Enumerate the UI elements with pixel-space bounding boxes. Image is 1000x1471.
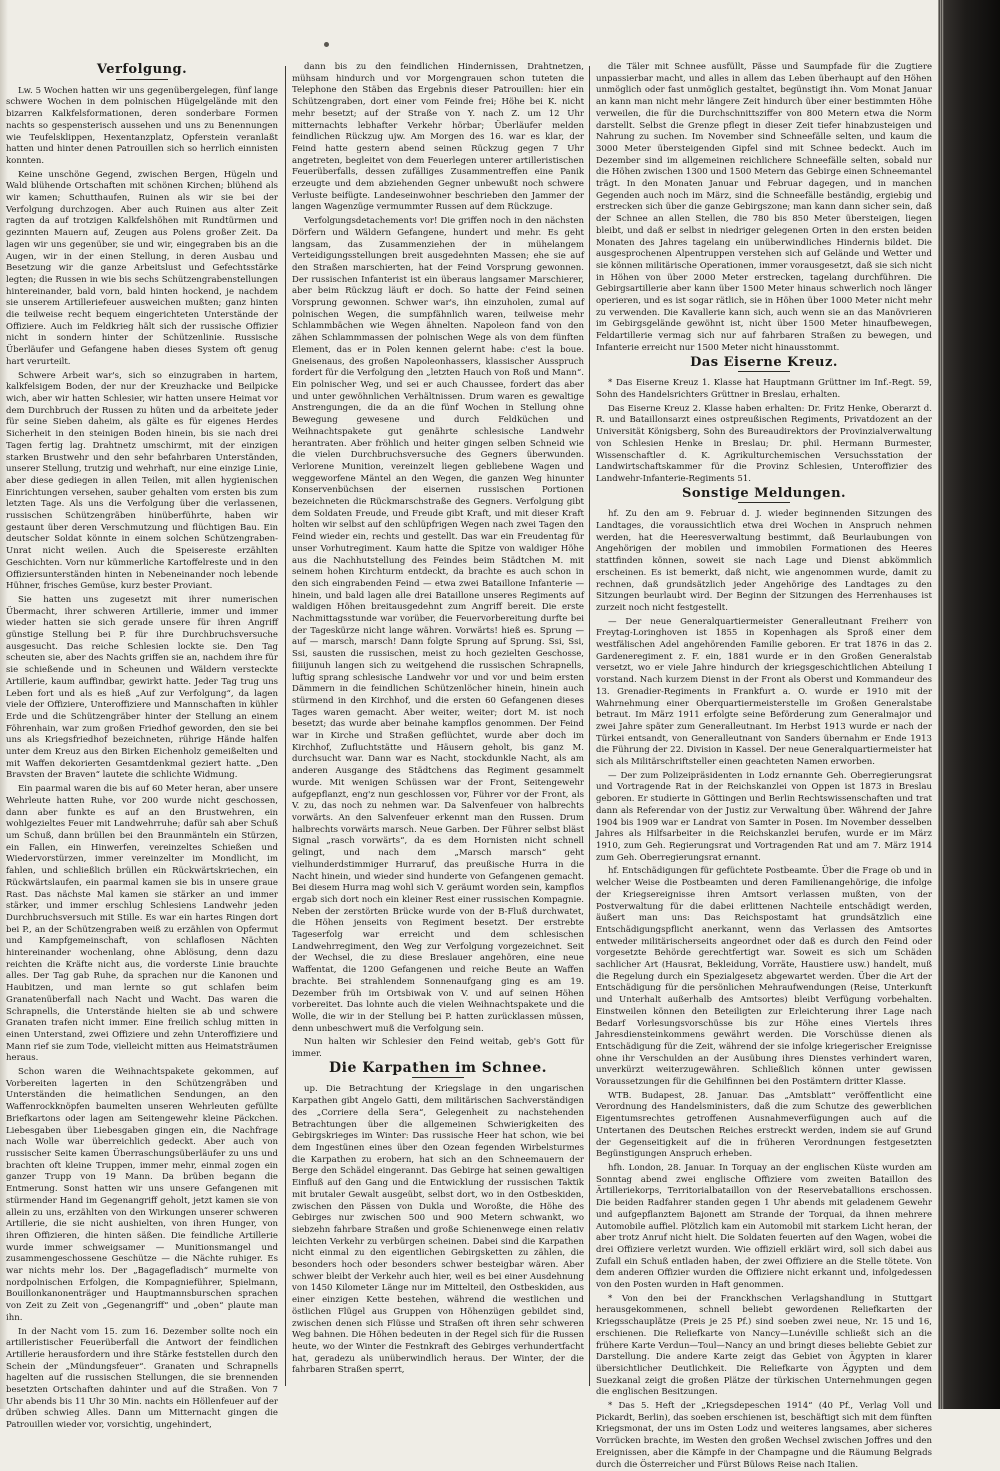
paragraph: Lw. 5 Wochen hatten wir uns gegenübergelegen, fünf lange schwere Wochen in dem polnischen Hügelgelände mit den bizarren Kalkfelsformationen, deren sonderbare Formen nachts so gespensterisch aussehen und uns zu Benennungen wie Teufelsklippen, Hexentanzplatz, Opferstein veranlaßt hatten und hinter denen Patrouillen sich so herrlich einnisten konnten. <box>6 85 278 166</box>
paragraph: hf. Entschädigungen für gefüchtete Postbeamte. Über die Frage ob und in welcher Weise die Postbeamten und deren Familienangehörige, die infolge der Kriegsereignisse ihren Amtsort verlassen mußten, von der Postverwaltung für die dabei erlittenen Nachteile entschädigt werden, äußert man uns: Das Reichspostamt hat grundsätzlich eine Entschädigungspflicht anerkannt, wenn das Verlassen des Amtsortes entweder militärischerseits angeordnet oder daß es durch den Feind oder vorgesetzte Behörde gerechtfertigt war. Soweit es sich um Schäden sachlicher Art (Hausrat, Bekleidung, Vorräte, Haustiere usw.) handelt, muß die Regelung durch ein Spezialgesetz abgewartet werden. Über die Art der Entschädigung für die persönlichen Mehraufwendungen (Reise, Unterkunft und Unterhalt außerhalb des Amtsortes) bleibt Verfügung vorbehalten. Einstweilen können den Beteiligten zur Erleichterung ihrer Lage nach Bedarf Vorlesungsvorschüsse bis zur Höhe eines Viertels ihres Jahresdiensteinkommens gewährt werden. Die Vorschüsse dienen als Entschädigung für die Zeit, während der sie infolge kriegerischer Ereignisse ohne ihr Verschulden an der Ausübung ihres Dienstes verhindert waren, unverkürzt weiterzugewähren. Schließlich können unter gewissen Voraussetzungen für die Gehilfinnen bei den Postämtern dritter Klasse. <box>596 866 932 1088</box>
article-heading: Sonstige Meldungen. <box>596 488 932 504</box>
paragraph: * Das 5. Heft der „Kriegsdepeschen 1914“ (40 Pf., Verlag Voll und Pickardt, Berlin), das soeben erschienen ist, beschäftigt sich mit dem fünften Kriegsmonat, der uns im Osten Lodz und weiteres langsames, aber sicheres Vorrücken brachte, im Westen den großen Wechsel zwischen Joffres und den Ereignissen, aber die Kämpfe in der Champagne und die Räumung Belgrads durch die Österreicher und Fürst Bülows Reise nach Italien. <box>596 1401 932 1470</box>
paragraph: Keine unschöne Gegend, zwischen Bergen, Hügeln und Wald blühende Ortschaften mit schönen Kirchen; blühend als wir kamen; Schutthaufen, Ruinen als wir sie bei der Verfolgung durchzogen. Aber auch Ruinen aus alter Zeit ragten da auf trotzigen Kalkfelshöhen mit Rundtürmen und gezinnten Mauern auf, Zeugen aus Polens großer Zeit. Da lagen wir uns gegenüber, sie und wir, eingegraben bis an die Augen, wir in der einen Stellung, in deren Ausbau und Besetzung wir die ganze Arbeitslust und Gefechtsstärke legten; die Russen in wie bis sechs Schützengrabenstellungen hintereinander, bald vorn, bald hinten hockend, je nachdem sie unserem Artilleriefeuer ausweichen mußten; ganz hinten die teilweise recht bequem eingerichteten Unterstände der Offiziere. Auch im Feldkrieg hält sich der russische Offizier nicht in sondern hinter der Schützenlinie. Russische Überläufer und Gefangene haben dieses System oft genug hart verurteilt. <box>6 169 278 367</box>
column-left <box>6 62 278 1431</box>
paragraph: — Der neue Generalquartiermeister Generalleutnant Freiherr von Freytag-Loringhoven ist 1855 in Kopenhagen als Sproß einer dem westfälischen Adel angehörenden Familie geboren. Er trat 1876 in das 2. Gardeneregiment z. F. ein, 1881 wurde er in den Großen Generalstab versetzt, wo er viele Jahre hindurch der kriegsgeschichtlichen Abteilung I vorstand. Nach kurzem Dienst in der Front als Oberst und Kommandeur des 13. Grenadier-Regiments in Frankfurt a. O. wurde er 1910 mit der Wahrnehmung einer Oberquartiermeisterstelle im Großen Generalstabe betraut. Im März 1911 erfolgte seine Beförderung zum Generalmajor und zwei Jahre später zum Generalleutnant. Im Herbst 1913 wurde er nach der Türkei entsandt, von Generalleutnant von Sanders übernahm er Ende 1913 die Führung der 22. Division in Kassel. Der neue Generalquartiermeister hat sich als Militärschriftsteller einen geachteten Namen erworben. <box>596 616 932 768</box>
article-heading: Das Eiserne Kreuz. <box>596 357 932 373</box>
article-body <box>6 86 278 1432</box>
article-body <box>596 62 932 355</box>
article-body <box>596 378 932 485</box>
book-binding-edge <box>938 0 1000 1409</box>
paragraph: Das Eiserne Kreuz 2. Klasse haben erhalten: Dr. Fritz Henke, Oberarzt d. R. und Bataillonsarzt eines ostpreußischen Regiments, Privatdozent an der Universität Königsberg, Sohn des Bureaudirektors der Provinzialverwaltung von Schlesien Henke in Breslau; Dr. phil. Hermann Burmester, Wissenschaftler d. K. Agrikulturchemischen Versuchsstation der Landwirtschaftskammer für die Provinz Schlesien, Unteroffizier des Landwehr-Infanterie-Regiments 51. <box>596 403 932 484</box>
paragraph: hf. Zu den am 9. Februar d. J. wieder beginnenden Sitzungen des Landtages, die voraussichtlich etwa drei Wochen in Anspruch nehmen werden, hat die Heeresverwaltung bestimmt, daß Beurlaubungen von Angehörigen der mobilen und immobilen Formationen des Heeres stattfinden können, soweit sie nach Lage und Dienst abkömmlich erscheinen. Es ist bemerkt, daß nicht, wie angenommen wurde, damit zu rechnen, daß grundsätzlich jeder Angehörige des Landtages zu den Sitzungen beurlaubt wird. Der Beginn der Sitzungen des Herrenhauses ist zurzeit noch nicht festgestellt. <box>596 509 932 613</box>
column-rule <box>589 66 590 1386</box>
paragraph: hfh. London, 28. Januar. In Torquay an der englischen Küste wurden am Sonntag abend zwei englische Offiziere vom zweiten Bataillon des Ärtilleriekorps, Territorialbataillon von der Reservebatallions erschossen. Die beiden Radfahrer standen gegen 1 Uhr abends mit geladenem Gewehr und aufgepflanztem Bajonett am Strande der Torquai, da ihnen mehrere Automobile auffiel. Plötzlich kam ein Automobil mit starkem Licht heran, der aber trotz Anruf nicht hielt. Die Soldaten feuerten auf den Wagen, wobei die drei Offiziere verletzt wurden. Wie offiziell erklärt wird, soll sich dabei aus Zufall ein Schuß entladen haben, der zwei Offiziere an die Stelle tötete. Von dem anderen Offizier wurden die Offiziere nicht erkannt und, infolgedessen von den Posten wurden in Haft genommen. <box>596 1162 932 1291</box>
paragraph: WTB. Budapest, 28. Januar. Das „Amtsblatt“ veröffentlicht eine Verordnung des Handelsministers, daß die zum Schutze des gewerblichen Eigentumsrechtes getroffenen Ausnahmeverfügungen auch auf die Untertanen des Deutschen Reiches erstreckt werden, indem sie auf Grund der Gegenseitigkeit auf die in früheren Verordnungen festgesetzten Begünstigungen Anspruch erheben. <box>596 1090 932 1160</box>
column-middle <box>292 62 584 1392</box>
article-heading: Die Karpathen im Schnee. <box>292 1063 584 1079</box>
paragraph: — Der zum Polizeipräsidenten in Lodz ernannte Geh. Oberregierungsrat und Vortragende Rat in der Reichskanzlei von Oppen ist 1873 in Breslau geboren. Er studierte in Göttingen und Berlin Rechtswissenschaften und trat dann als Referendar von der Justiz zur Verwaltung über. Während der Jahre 1904 bis 1909 war er Landrat von Samter in Posen. Im November desselben Jahres als Hilfsarbeiter in die Reichskanzlei berufen, wurde er im März 1910, zum Geh. Regierungsrat und Vortragenden Rat und am 7. März 1914 zum Geh. Oberregierungsrat ernannt. <box>596 770 932 863</box>
column-right <box>596 62 932 1470</box>
paragraph: Verfolgungsdetachements vor! Die griffen noch in den nächsten Dörfern und Wäldern Gefangene, hundert und mehr. Es geht langsam, das Zusammenziehen der in mühelangem Verteidigungsstellungen breit ausgedehnten Massen; ehe sie auf den Straßen marschierten, hat der Feind Vorsprung gewonnen. Der russischen Infanterist ist ein überaus langsamer Marschierer, aber beim Rückzug läuft er doch. So hatte der Feind seinen Vorsprung gewonnen. Schwer war's, ihn einzuholen, zumal auf polnischen Wegen, die sumpfähnlich waren, teilweise mehr Schlammbächen wie Wegen ähnelten. Napoleon fand von den zähen Schlammmassen der polnischen Wege als von dem fünften Element, das er in Polen kennen gelernt habe: c'est la boue. Gneisenaus, des großen Napoleonhassers, klassischer Ausspruch fordert für die Verfolgung den „letzten Hauch von Roß und Mann“. Ein polnischer Weg, und sei er auch Chaussee, fordert das aber und unter gewöhnlichen Verhältnissen. Drum waren es gewaltige Anstrengungen, die da an die fünf Wochen in Stellung ohne Bewegung gewesene und durch Feldküchen und Weihnachtspakete gut genährte schlesische Landwehr herantraten. Aber fröhlich und heiter gingen selben Schneid wie die vielen Durchbruchsversuche des Gegners überwunden. Verlorene Munition, vereinzelt liegen gebliebene Wagen und weggeworfene Mäntel an den Wegen, die ganzen Weg hinunter Konservenbüchsen der eisernen russischen Portionen bezeichneten die Rückmarschstraße des Gegners. Verfolgung gibt dem Soldaten Freude, und Freude gibt Kraft, und mit dieser Kraft holten wir selbst auf den schlüpfrigen Wegen nach zwei Tagen den Feind wieder ein, rechts und gestellt. Das war ein Freudentag für unser Vorhutregiment. Kaum hatte die Spitze von waldiger Höhe aus die Nachhutstellung des Feindes beim Städtchen M. mit seinem hohen Kirchturm entdeckt, da brachte es auch schon in den sich eingrabenden Feind — etwa zwei Bataillone Infanterie — hinein, und bald lagen alle drei Bataillone unseres Regiments auf waldigen Höhen breitausgedehnt zum Angriff bereit. Die erste Nachmittagsstunde war vorüber, die Feuervorbereitung durfte bei der Tageskürze nicht lange währen. Vorwärts! hieß es. Sprung — auf — marsch, marsch! Dann folgte Sprung auf Sprung. Ssi, Ssi, Ssi, sausten die russischen, meist zu hoch gezielten Geschosse, fiiiijunuh langen sich zu weitgehend die russischen Schrapnells, luftig sprang schlesische Landwehr vor und vor und beim ersten Dämmern in die feindlichen Schützenlöcher hinein, hinein auch stürmend in den Kirchhof, und die ersten 60 Gefangenen dieses Tages waren gemacht. Aber weiter, weiter; dort M. ist noch besetzt; das wurde aber beinahe kampflos genommen. Der Feind war in Kirche und Straßen geflüchtet, wurde aber doch im Kirchhof, Zufluchtstätte und Häusern geholt, bis ganz M. durchsucht war. Dann war es Nacht, stockdunkle Nacht, als am anderen Ausgange des Städtchens das Regiment gesammelt wurde. Mit wenigen Schüssen war der Front, Seitengewehr aufgepflanzt, eng'z nun geschlossen vor, Führer vor der Front, als V. zu, das noch zu nehmen war. Da Salvenfeuer von halbrechts vorwärts. An den Salvenfeuer erkennt man den Russen. Drum halbrechts vorwärts marsch. Neue Garben. Der Führer selbst bläst Signal „rasch vorwärts“, da es dem Hornisten nicht schnell gelingt, und nach dem „Marsch marsch“ geht vielhunderdstimmiger Hurraruf, das preußische Hurra in die Nacht hinein, und wieder sind hunderte von Gefangenen gemacht. Bei diesem Hurra mag wohl sich V. geräumt worden sein, kampflos ergab sich dort noch ein kleiner Rest einer russischen Kompagnie. Neben der zerstörten Brücke wurde von der B-Fluß durchwatet, die Höhen jenseits von Regiment besetzt. Der erstrebte Tageserfolg war erreicht und dem schlesischen Landwehrregiment, den Weg zur Verfolgung vorgezeichnet. Seit der Wechsel, die zu diese Breslauer angehören, eine neue Waffentat, die 1200 Gefangenen und reiche Beute an Waffen brachte. Bei strahlendem Sonnenaufgang ging es am 19. Dezember früh im Ortsbiwak von V. und auf seinen Höhen vorbereitet. Das lohnte auch die vielen Weihnachtspakete und die Wolle, die wir in der Stellung bei P. hatten zurücklassen müssen, denn unbeschwert muß die Verfolgung sein. <box>292 216 584 1034</box>
paragraph: Nun halten wir Schlesier den Feind weitab, geb's Gott für immer. <box>292 1037 584 1060</box>
paragraph: * Von den bei der Franckhschen Verlagshandlung in Stuttgart herausgekommenen, schnell beliebt gewordenen Reliefkarten der Kriegsschauplätze (Preis je 25 Pf.) sind soeben zwei neue, Nr. 15 und 16, erschienen. Die Reliefkarte von Nancy—Lunéville schließt sich an die frühere Karte Verdun—Toul—Nancy an und bringt dieses beliebte Gebiet zur Darstellung. Die andere Karte zeigt das Gebiet von Ägypten in klarer übersichtlicher Deutlichkeit. Die Reliefkarte von Ägypten und dem Suezkanal zeigt die großen Plätze der türkischen Unternehmungen gegen die englischen Besitzungen. <box>596 1293 932 1398</box>
column-rule <box>285 66 286 1386</box>
paragraph: dann bis zu den feindlichen Hindernissen, Drahtnetzen, mühsam hindurch und vor Morgengrauen schon tuteten die Telephone den Stäben das Ergebnis dieser Patrouillen: hier ein Schützengraben, dort einer vom Feinde frei; Höhe bei K. nicht mehr besetzt; auf der Straße von Y. nach Z. um 12 Uhr mitternachts lebhafter Verkehr hörbar; Überläufer melden feindlichen Rückzug ujw. Am Morgen des 16. war es klar, der Feind hatte gestern abend seinen Rückzug gegen 7 Uhr angetreten, begleitet von dem Feuerlegen unterer artilleristischen Feuerüberfalls, dessen zufälliges Zusammentreffen eine Panik erzeugte und dem abziehenden Gegner unbewußt noch schwere Verluste beifügte. Landeseinwohner beschrieben den Jammer der langen Wagenzüge vermummter Russen auf dem Rückzuge. <box>292 62 584 213</box>
article-heading: Verfolgung. <box>6 64 278 80</box>
ink-dot <box>324 42 329 47</box>
paragraph: up. Die Betrachtung der Kriegslage in den ungarischen Karpathen gibt Angelo Gatti, dem militärischen Sachverständigen des „Corriere della Sera“, Gelegenheit zu nachstehenden Betrachtungen über die allgemeinen Schwierigkeiten des Gebirgskrieges im Winter: Das russische Heer hat schon, wie bei dem Ingestünen eines über den Ozean fegenden Wirbelsturmes die Karpathen zu erobern, hat sich an den Schneemauern der Berge den Schädel eingerannt. Das Gebirge hat seinen gewaltigen Einfluß auf den Gang und die Entwicklung der russischen Taktik mit brutaler Gewalt ausgeübt, selbst dort, wo in den Ostbeskiden, zwischen den Pässen von Dukla und Woroßte, die Höhe des Gebirges nur zwischen 500 und 900 Metern schwankt, wo siebzehn fahrbare Straßen und große Schienenwege einen relativ leichten Verkehr zu verbürgen scheinen. Dabei sind die Karpathen nicht einmal zu den eigentlichen Gebirgsketten zu zählen, die besonders hoch oder besonders schwer besteigbar wären. Aber schwer bleibt der Verkehr auch hier, weil es bei einer Ausdehnung von 1450 Kilometer Länge nur im Mittelteil, den Ostbeskiden, aus einer einzigen Kette bestehen, während die westlichen und östlichen Flügel aus Gruppen von Höhenzügen gebildet sind, zwischen denen sich Flüsse und Straßen oft ihren sehr schweren Weg bahnen. Die Höhen bedeuten in der Regel sich für die Russen heute, wo der Winter die Festnkraft des Gebirges verhundertfacht hat, geradezu als unüberwindlich heraus. Der Winter, der die fahrbaren Straßen sperrt, <box>292 1084 584 1376</box>
paragraph: * Das Eiserne Kreuz 1. Klasse hat Hauptmann Grüttner im Inf.-Regt. 59, Sohn des Handelsrichters Grüttner in Breslau, erhalten. <box>596 378 932 400</box>
paragraph: In der Nacht vom 15. zum 16. Dezember sollte noch ein artilleristischer Feuerüberfall die Antwort der feindlichen Artillerie herausfordern und ihre Stärke feststellen durch den Schein der „Mündungsfeuer“. Granaten und Schrapnells hagelten auf die russischen Stellungen, die sie brennenden besetzten Ortschaften dahinter und auf die Straßen. Von 7 Uhr abends bis 11 Uhr 30 Min. nachts ein Höllenfeuer auf der drüben schwieg Alles. Dann um Mitternacht gingen die Patrouillen wieder vor, vorsichtig, ungehindert, <box>6 1326 278 1431</box>
paragraph: Schwere Arbeit war's, sich so einzugraben in hartem, kalkfelsigem Boden, der nur der Kreuzhacke und Beilpicke wich, aber wir hatten Schlesier, wir hatten unsere Heimat vor dem Durchbruch der Russen zu hüten und da arbeitete jeder für seine Sieben daheim, als gälte es für eigenes Herdes Sicherheit in den steinigen Boden hinein, bis sie nach drei Tagen fertig lag. Drahtnetz umschirmt, mit der einzigen starken Brustwehr und den sehr befahrbaren Unterständen, unserer Stellung, trutzig und wehrhaft, nur eine einzige Linie, aber diese gediegen in allen Teilen, mit allen hygienischen Einrichtungen versehen, sauber gehalten vom ersten bis zum letzten Tage. Als uns die Verfolgung über die verlassenen, russischen Schützengräben hinüberführte, haben wir gestaunt über deren Verschmutzung und flüchtigen Bau. Ein deutscher Soldat könnte in einem solchen Schützengraben-Unrat nicht weilen. Auch die Speisereste erzählten Geschichten. Vorn nur kümmerliche Kartoffelreste und in den Offiziersunterständen hinten in Nebeneinander noch lebende Hühner, frisches Gemüse, kurz bester Proviant. <box>6 370 278 592</box>
article-body <box>292 1084 584 1377</box>
paragraph: die Täler mit Schnee ausfüllt, Pässe und Saumpfade für die Zugtiere unpassierbar macht, und alles in allem das Leben überhaupt auf den Höhen unmöglich oder fast unmöglich gestaltet, begünstigt ihn. Vom Monat Januar an kann man nicht mehr längere Zeit hindurch über einer bestimmten Höhe verweilen, die für die Durchschnittsziffer von 800 Metern etwa die Norm darstellt. Selbst die Grenze pflegt in dieser Zeit tiefer hinabzusteigen und Nahrung zu suchen. Im November sind Schneefälle selten, und kaum die 3000 Meter übersteigenden Gipfel sind mit Schnee bedeckt. Auch im Dezember sind im allgemeinen reichlichere Schneefälle selten, sobald nur die Höhen zwischen 1300 und 1500 Metern das Gebirge einen Schneemantel trägt. In den Monaten Januar und Februar dagegen, und in manchen Gegenden auch noch im März, sind die Schneefälle beständig, ergiebig und erstrecken sich über die ganze Gebirgszone; man kann dann sicher sein, daß der Schnee an allen Stellen, die 780 bis 850 Meter übersteigen, liegen bleibt, und daß er selbst in niedriger gelegenen Orten in den ersten beiden Monaten des Jahres tagelang ein unüberwindliches Hindernis bildet. Die ausgesprochenen Alpentruppen verstehen sich auf Gelände und Wetter und sie können militärische Operationen, immer vorausgesetzt, daß sie sich nicht in Höhen von über 2000 Meter erstrecken, tagelang durchführen. Die Gebirgsartillerie aber kann über 1500 Meter hinaus schwerlich noch länger operieren, und es ist sogar rätlich, sie in Höhen über 1000 Meter nicht mehr zu verwenden. Die Kavallerie kann sich, auch wenn sie an das Manövrieren im Gebirgsgelände gewöhnt ist, nicht über 1500 Meter hinaufbewegen, Feldartillerie vermag sich nur auf fahrbaren Straßen zu bewegen, und Infanterie erreicht nur 1500 Meter nicht hinausstommt. <box>596 62 932 353</box>
paragraph: Ein paarmal waren die bis auf 60 Meter heran, aber unsere Wehrleute hatten Ruhe, vor 200 wurde nicht geschossen, dann aber funkte es auf an den Brustwehren, ein wohlgezieltes Feuer mit Landwehrruhe; dafür sah aber Schuß um Schuß, dann brüllen bei den Braunmänteln ein Stürzen, ein Fallen, ein Hinwerfen, vereinzeltes Schießen und Wiedervorstürzen, immer vereinzelter im Mondlicht, im fahlen, und schließlich brüllen ein Rückwärtskriechen, ein Rückwärtslaufen, ein paarmal kamen sie bis in unsere graue Rast. Das nächste Mal kamen sie stärker an und immer stärker, und immer erschlug Schlesiens Landwehr jeden Durchbruchsversuch mit Stille. Es war ein hartes Ringen dort bei P., an der Schützengraben weiß zu erzählen von Opfermut und Kampfgemeinschaft, von schlaflosen Nächten hintereinander wochenlang, ohne Ablösung, denn dazu reichten die Kräfte nicht aus, die vorderste Linie brauchte alles. Der Tag gab Ruhe, da sprachen nur die Kanonen und Haubitzen, und man lernte so gut schlafen beim Granatenüberfall nach Nacht und Wacht. Das waren die Schrapnells, die Unterstände hielten sie ab und schwere Granaten trafen nicht immer. Eine freilich schlug mitten in einen Unterstand, zwei Offiziere und zehn Unteroffiziere und Mann rief sie zum Tode, vielleicht mitten aus Heimatsträumen heraus. <box>6 784 278 1064</box>
paragraph: Sie hatten uns zugesetzt mit ihrer numerischen Übermacht, ihrer schweren Artillerie, immer und immer wieder hatten sie sich gerade unsere für ihren Angriff günstige Stellung bei P. für ihre Durchbruchsversuche ausgesucht. Das reiche Schlesien lockte sie. Den Tag scheuten sie, aber des Nachts griffen sie an, nachdem ihre für sie schießende und in Scheunen und Wäldern versteckte Artillerie, kaum auffindbar, gewirkt hatte. Jeder Tag trug uns Leben fort und als es hieß „Auf zur Verfolgung“, da lagen viele der Offiziere, Unteroffiziere und Mannschaften in kühler Erde und die Schützengräber hinter der Stellung an einem Föhrenhain, war zum großen Friedhof geworden, den sie bei uns als Kriegsfriedhof bezeichneten, rührige Hände halfen unter dem Kreuz aus den Birken Eichenholz gemeißelten und mit Waffen dekorierten Gesamtdenkmal geziert hatte. „Den Bravsten der Braven“ lautete die schlichte Widmung. <box>6 594 278 781</box>
paragraph: Schon waren die Weihnachtspakete gekommen, auf Vorbereiten lagerten in den Schützengräben und Unterständen die heimatlichen Sendungen, an den Waffenrockknöpfen baumelten unseren Wehrleuten gefüllte Briefkartons oder lagen am Seitengewehr kleine Päckchen. Liebesgaben über Liebesgaben gingen ein, die Nachfrage nach Wolle war überreichlich gedeckt. Aber auch von russischer Seite kamen Überraschungsüberläufer zu uns und brachten oft kleine Truppen, immer mehr, einmal zogen ein ganzer Trupp von 19 Mann. Da brüben begann die Entmerung. Sonst hatten wir uns unsere Gefangenen mit stürmender Hand im Gegenangriff geholt, jetzt kamen sie von allein zu uns, erzählten von den Wirkungen unserer schweren Artillerie, die sie nicht aushielten, von ihren Hunger, von ihren Offizieren, die hinten säßen. Die feindliche Artillerie wurde immer schweigsamer — Munitionsmangel und zusammengeschossene Geschütze — die Nächte ruhiger. Es war nichts mehr los. Der „Bagagefladisch“ murmelte von nordpolnischen Erfolgen, die Kompagnieführer, Spielmann, Bouillonkanonenträger und Hauptmannsburschen sprachen von Zeit zu Zeit von „Gegenangriff“ und „oben“ plaute man ihn. <box>6 1067 278 1323</box>
article-body <box>292 62 584 1061</box>
article-body <box>596 509 932 1471</box>
